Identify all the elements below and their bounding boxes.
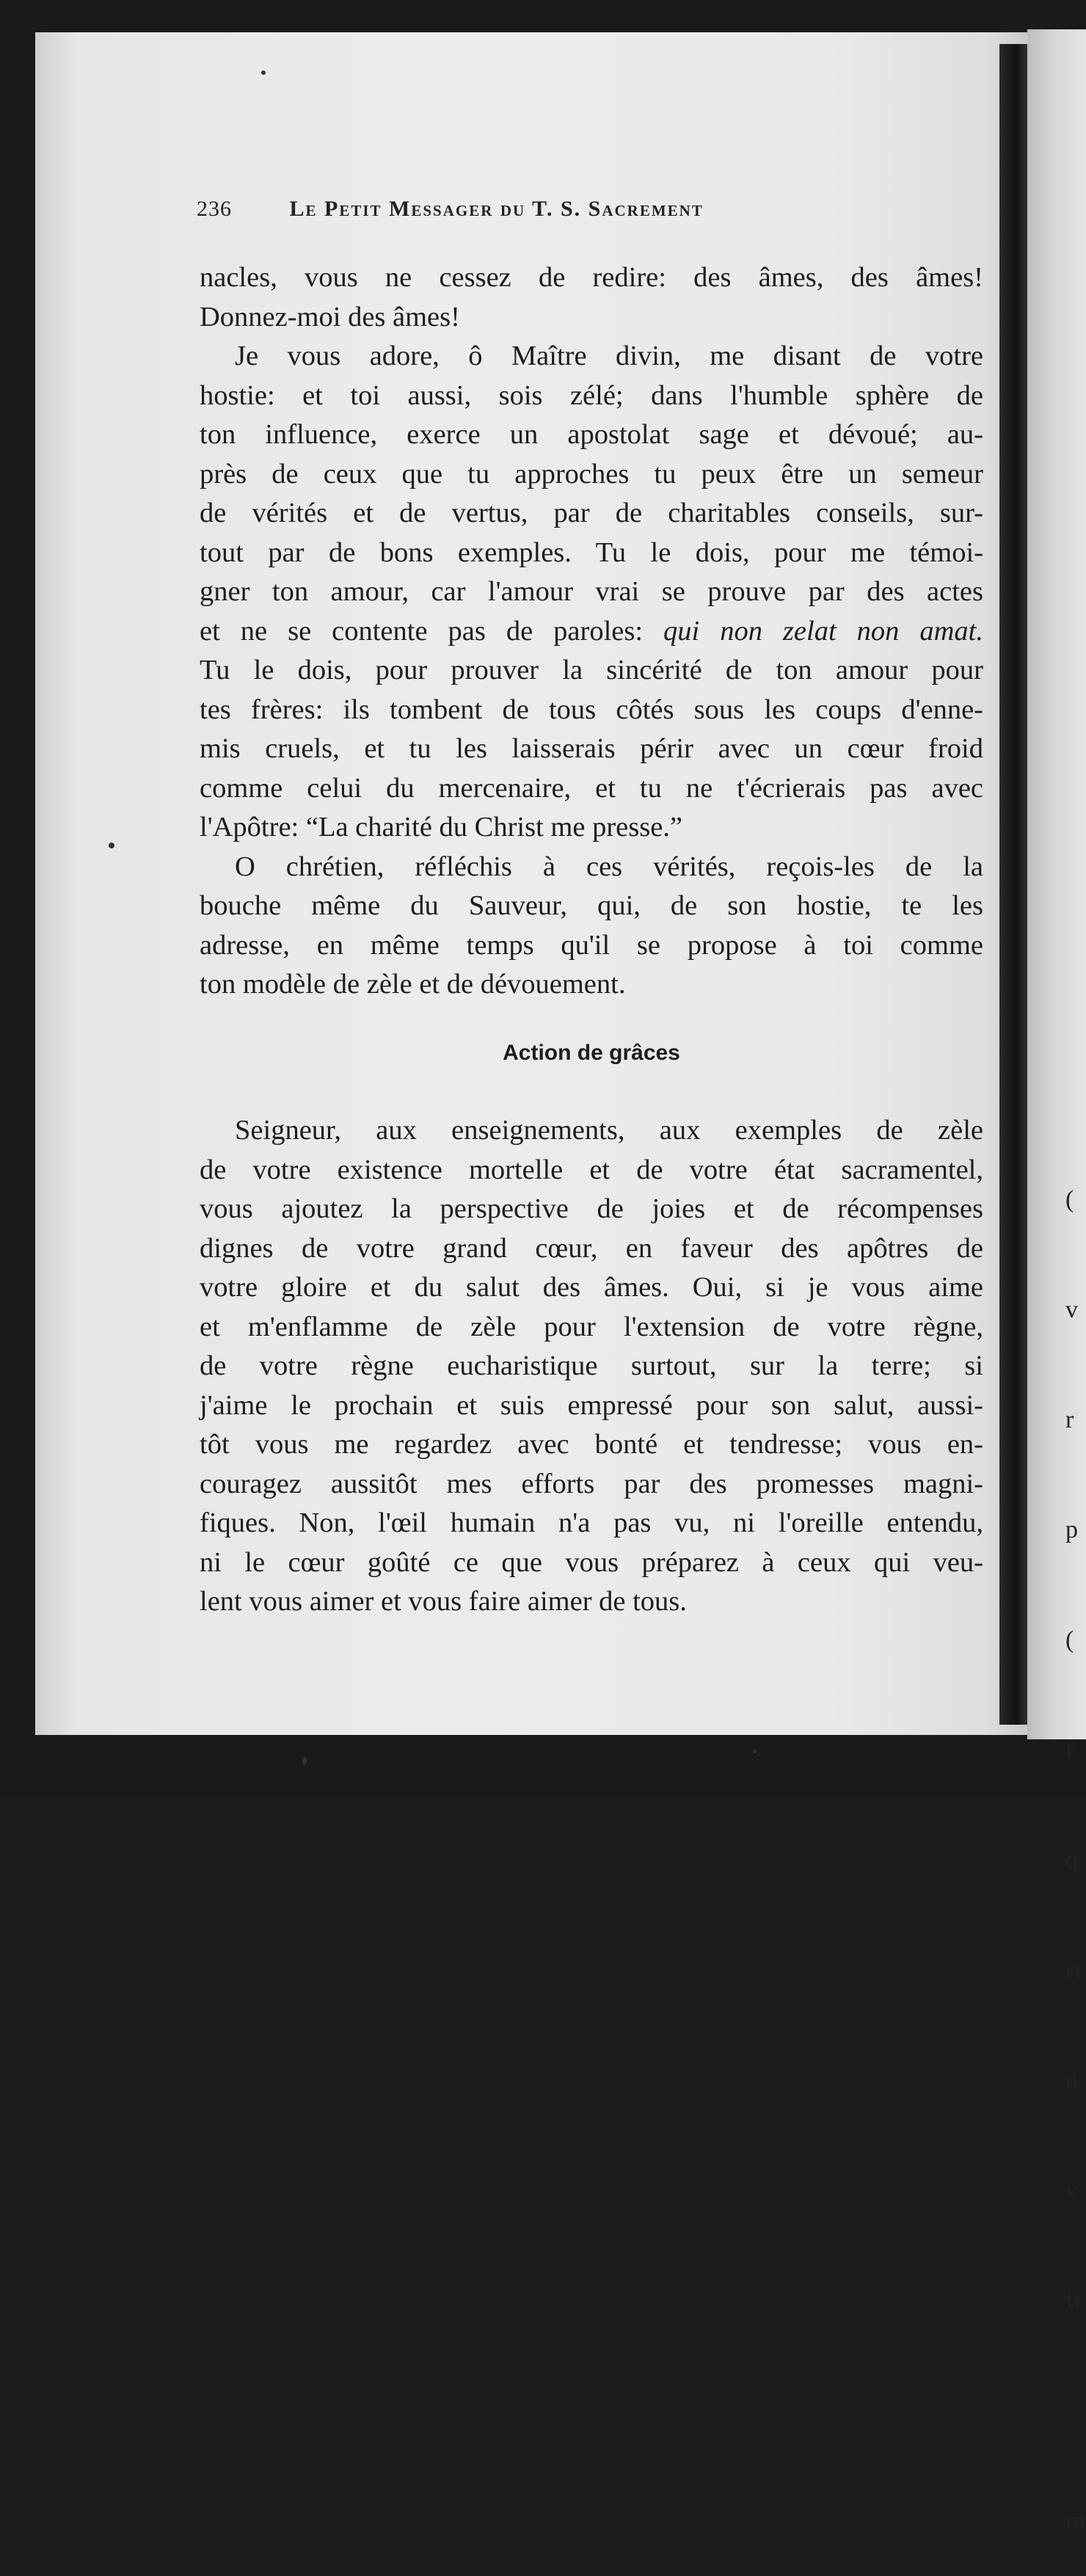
text-line: Tu le dois, pour prouver la sincérité de ton amour pour [200, 655, 983, 685]
text-line: tôt vous me regardez avec bonté et tendresse; vous en- [200, 1429, 983, 1460]
text-line: l'Apôtre: “La charité du Christ me presse.” [200, 812, 682, 843]
text-line: et ne se contente pas de paroles: [200, 615, 644, 647]
text-line: lent vous aimer et vous faire aimer de tous. [200, 1586, 687, 1617]
latin-quote: qui non zelat non amat. [663, 615, 983, 647]
paragraph [200, 1111, 983, 1622]
page-number: 236 [197, 197, 232, 221]
text-line: mis cruels, et tu les laisserais périr avec un cœur froid [200, 733, 983, 764]
text-line: nacles, vous ne cessez de redire: des âmes, des âmes! [200, 262, 983, 293]
page-binding-edge [999, 44, 1027, 1725]
text-line: ton modèle de zèle et de dévouement. [200, 969, 626, 1000]
facing-fragment: r [1065, 1736, 1074, 1764]
facing-fragment: ri [1065, 1957, 1081, 1984]
text-line: votre gloire et du salut des âmes. Oui, si je vous aime [200, 1272, 983, 1303]
text-line: fiques. Non, l'œil humain n'a pas vu, ni l'oreille entendu, [200, 1507, 983, 1538]
text-line: couragez aussitôt mes efforts par des promesses magni- [200, 1468, 983, 1499]
facing-fragment: m [1065, 2507, 1085, 2534]
action-de-graces-passage [200, 1111, 983, 1622]
facing-fragment: ( [1065, 1186, 1074, 1213]
main-text-passage [200, 258, 983, 1005]
text-line: de votre existence mortelle et de votre état sacramentel, [200, 1154, 983, 1185]
facing-fragment: p [1065, 1516, 1078, 1543]
text-line: O chrétien, réfléchis à ces vérités, reçois-les de la [235, 851, 983, 882]
paragraph [200, 848, 983, 1005]
facing-fragment: n [1065, 2067, 1078, 2094]
paragraph [200, 337, 983, 848]
facing-page-text-fragments [1065, 1108, 1085, 2576]
text-line: tes frères: ils tombent de tous côtés sous les coups d'enne- [200, 694, 983, 725]
dust-speck [261, 70, 266, 75]
text-line: de votre règne eucharistique surtout, sur la terre; si [200, 1350, 983, 1381]
dust-speck [302, 1757, 307, 1764]
dust-speck [753, 1750, 757, 1753]
text-line: bouche même du Sauveur, qui, de son hostie, te les [200, 890, 983, 921]
text-line-with-quote [200, 612, 983, 652]
text-line: ton influence, exerce un apostolat sage et dévoué; au- [200, 419, 983, 450]
text-line: Seigneur, aux enseignements, aux exemples de zèle [235, 1115, 983, 1146]
running-head [197, 197, 857, 222]
text-line: hostie: et toi aussi, sois zélé; dans l'humble sphère de [200, 379, 983, 411]
text-line: adresse, en même temps qu'il se propose à toi comme [200, 929, 983, 961]
facing-fragment: q [1065, 1847, 1078, 1874]
facing-fragment: fr [1065, 2287, 1082, 2314]
text-line: dignes de votre grand cœur, en faveur des apôtres de [200, 1232, 983, 1264]
text-line: près de ceux que tu approches tu peux être un semeur [200, 458, 983, 490]
facing-fragment: v [1065, 2177, 1078, 2204]
text-line: vous ajoutez la perspective de joies et de récompenses [200, 1193, 983, 1224]
text-line: comme celui du mercenaire, et tu ne t'écrierais pas avec [200, 772, 983, 804]
text-line: de vérités et de vertus, par de charitables conseils, sur- [200, 498, 983, 528]
section-heading: Action de grâces [503, 1041, 680, 1065]
text-line: gner ton amour, car l'amour vrai se prouve par des actes [200, 576, 983, 607]
text-line: et m'enflamme de zèle pour l'extension de votre règne, [200, 1311, 983, 1342]
facing-fragment: v [1065, 1296, 1078, 1323]
text-line: j'aime le prochain et suis empressé pour son salut, aussi- [200, 1389, 983, 1421]
facing-fragment [1065, 2393, 1085, 2429]
text-line: Je vous adore, ô Maître divin, me disant de votre [235, 341, 983, 371]
text-line: ni le cœur goûté ce que vous préparez à ceux qui veu- [200, 1546, 983, 1578]
dust-speck [109, 843, 114, 848]
paragraph [200, 258, 983, 337]
facing-fragment: ( [1065, 1626, 1074, 1653]
text-line: tout par de bons exemples. Tu le dois, pour me témoi- [200, 536, 983, 568]
text-line: Donnez-moi des âmes! [200, 301, 460, 332]
running-title: Le Petit Messager du T. S. Sacrement [289, 197, 704, 221]
facing-fragment: r [1065, 1406, 1074, 1433]
